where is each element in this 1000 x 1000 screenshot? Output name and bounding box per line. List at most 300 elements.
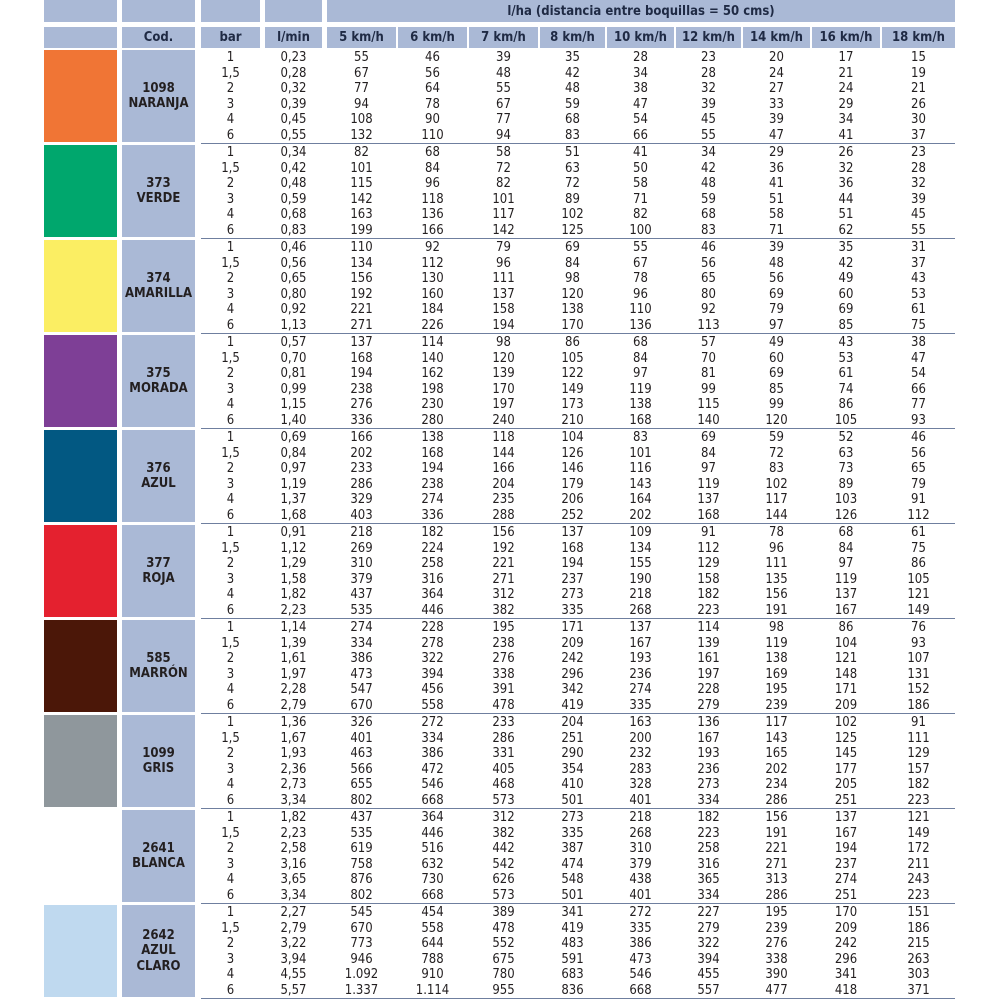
flow-cell: 1,97 xyxy=(280,666,307,682)
rate-cell: 191 xyxy=(765,602,788,618)
rate-cell: 56 xyxy=(425,65,440,81)
rate-cell: 276 xyxy=(492,651,515,666)
rate-cell: 758 xyxy=(350,856,373,872)
rate-cell: 70 xyxy=(701,350,716,366)
rate-cell: 170 xyxy=(834,905,858,920)
flow-cell: 1,61 xyxy=(280,651,307,666)
rate-cell: 190 xyxy=(629,571,652,587)
rate-cell: 273 xyxy=(561,810,584,825)
rate-cell: 473 xyxy=(350,666,373,682)
rate-cell: 263 xyxy=(907,951,930,967)
rate-cell: 200 xyxy=(629,730,652,746)
rate-cell: 364 xyxy=(421,587,444,602)
rate-cell: 234 xyxy=(765,777,788,792)
flow-cell: 0,39 xyxy=(280,96,307,112)
rate-cell: 379 xyxy=(350,571,373,587)
rate-cell: 341 xyxy=(834,967,858,982)
pressure-cell: 6 xyxy=(226,887,235,903)
rate-cell: 108 xyxy=(350,112,373,127)
rate-cell: 83 xyxy=(633,430,648,445)
rate-cell: 54 xyxy=(911,366,926,381)
rate-cell: 24 xyxy=(838,81,854,96)
rate-cell: 126 xyxy=(561,445,584,461)
pressure-cell: 2 xyxy=(226,556,235,571)
rate-cell: 77 xyxy=(496,112,511,127)
rate-cell: 177 xyxy=(834,761,858,777)
rate-cell: 836 xyxy=(561,982,584,998)
nozzle-code-line: MORADA xyxy=(129,381,188,396)
rate-cell: 86 xyxy=(838,397,854,412)
flow-cell: 0,48 xyxy=(280,176,307,191)
rate-cell: 64 xyxy=(425,81,440,96)
rate-cell: 152 xyxy=(907,682,930,697)
flow-cell: 3,34 xyxy=(280,887,307,903)
rate-cell: 242 xyxy=(561,651,584,666)
rate-cell: 199 xyxy=(350,222,373,238)
rate-cell: 131 xyxy=(907,666,930,682)
rate-cell: 68 xyxy=(701,207,716,222)
rate-cell: 86 xyxy=(911,556,926,571)
rate-cell: 82 xyxy=(633,207,648,222)
pressure-cell: 2 xyxy=(226,936,235,951)
nozzle-code-line: GRIS xyxy=(142,761,175,776)
rate-cell: 437 xyxy=(350,810,373,825)
rate-cell: 342 xyxy=(561,682,584,697)
rate-cell: 209 xyxy=(834,697,858,713)
rate-cell: 273 xyxy=(561,587,584,602)
pressure-cell: 6 xyxy=(226,792,235,808)
flow-cell: 0,81 xyxy=(280,366,307,381)
flow-cell: 0,42 xyxy=(280,160,307,176)
pressure-cell: 2 xyxy=(226,746,235,761)
rate-cell: 591 xyxy=(561,951,584,967)
rate-cell: 322 xyxy=(697,936,720,951)
column-header: Cod. xyxy=(122,27,195,48)
rate-cell: 163 xyxy=(350,207,373,222)
rate-cell: 223 xyxy=(697,825,720,841)
color-swatch xyxy=(44,905,117,997)
rate-cell: 156 xyxy=(765,587,788,602)
column-header: 5 km/h xyxy=(327,27,396,48)
rate-cell: 23 xyxy=(701,50,716,65)
rate-cell: 573 xyxy=(492,887,515,903)
rate-cell: 410 xyxy=(561,777,584,792)
color-swatch xyxy=(44,335,117,427)
rate-cell: 137 xyxy=(492,286,515,302)
rate-cell: 149 xyxy=(907,602,930,618)
rate-cell: 112 xyxy=(421,255,444,271)
nozzle-code xyxy=(122,905,195,997)
block-divider xyxy=(201,618,955,619)
rate-cell: 49 xyxy=(769,335,784,350)
rate-cell: 62 xyxy=(838,222,854,238)
rate-cell: 296 xyxy=(561,666,584,682)
rate-cell: 38 xyxy=(633,81,648,96)
rate-cell: 136 xyxy=(421,207,444,222)
flow-cell: 0,32 xyxy=(280,81,307,96)
rate-cell: 170 xyxy=(492,381,515,397)
rate-cell: 97 xyxy=(633,366,648,381)
flow-cell: 0,34 xyxy=(280,145,307,160)
rate-cell: 33 xyxy=(769,96,784,112)
rate-cell: 166 xyxy=(350,430,373,445)
rate-cell: 192 xyxy=(492,540,515,556)
rate-cell: 66 xyxy=(633,127,648,143)
rate-cell: 405 xyxy=(492,761,515,777)
rate-cell: 472 xyxy=(421,761,444,777)
rate-cell: 55 xyxy=(911,222,926,238)
rate-cell: 29 xyxy=(838,96,854,112)
rate-cell: 276 xyxy=(350,397,373,412)
rate-cell: 23 xyxy=(911,145,926,160)
flow-cell: 1,82 xyxy=(280,810,307,825)
rate-cell: 910 xyxy=(421,967,444,982)
rate-cell: 94 xyxy=(496,127,511,143)
rate-cell: 209 xyxy=(834,920,858,936)
block-divider xyxy=(201,143,955,144)
column-header: bar xyxy=(201,27,260,48)
column-header: 18 km/h xyxy=(882,27,955,48)
rate-cell: 76 xyxy=(911,620,926,635)
nozzle-code-line: 1098 xyxy=(142,80,175,96)
rate-cell: 632 xyxy=(421,856,444,872)
rate-cell: 66 xyxy=(911,381,926,397)
rate-cell: 419 xyxy=(561,920,584,936)
rate-cell: 126 xyxy=(834,507,858,523)
rate-cell: 228 xyxy=(697,682,720,697)
rate-cell: 115 xyxy=(350,176,373,191)
pressure-cell: 1 xyxy=(226,715,235,730)
rate-cell: 228 xyxy=(421,620,444,635)
rate-cell: 85 xyxy=(838,317,854,333)
rate-cell: 172 xyxy=(907,841,930,856)
rate-cell: 135 xyxy=(765,571,788,587)
rate-cell: 43 xyxy=(838,335,854,350)
rate-cell: 47 xyxy=(633,96,648,112)
rate-cell: 122 xyxy=(561,366,584,381)
rate-cell: 57 xyxy=(701,335,716,350)
rate-cell: 223 xyxy=(907,887,930,903)
color-swatch xyxy=(44,525,117,617)
rate-cell: 1.092 xyxy=(344,967,379,982)
rate-cell: 144 xyxy=(492,445,515,461)
rate-cell: 35 xyxy=(838,240,854,255)
rate-cell: 173 xyxy=(561,397,584,412)
rate-cell: 84 xyxy=(633,350,648,366)
rate-cell: 670 xyxy=(350,920,373,936)
rate-cell: 274 xyxy=(834,872,858,887)
rate-cell: 68 xyxy=(838,525,854,540)
rate-cell: 454 xyxy=(421,905,444,920)
nozzle-code-line: 377 xyxy=(146,555,171,571)
rate-cell: 237 xyxy=(834,856,858,872)
rate-cell: 167 xyxy=(834,602,858,618)
flow-cell: 2,58 xyxy=(280,841,307,856)
rate-cell: 82 xyxy=(354,145,369,160)
rate-cell: 331 xyxy=(492,746,515,761)
rate-cell: 166 xyxy=(421,222,444,238)
rate-cell: 84 xyxy=(425,160,440,176)
pressure-cell: 3 xyxy=(226,191,235,207)
rate-cell: 171 xyxy=(834,682,858,697)
rate-cell: 218 xyxy=(629,810,652,825)
rate-cell: 157 xyxy=(907,761,930,777)
rate-cell: 160 xyxy=(421,286,444,302)
rate-cell: 20 xyxy=(769,50,784,65)
rate-cell: 322 xyxy=(421,651,444,666)
rate-cell: 91 xyxy=(911,492,926,507)
rate-cell: 371 xyxy=(907,982,930,998)
rate-cell: 478 xyxy=(492,697,515,713)
pressure-cell: 3 xyxy=(226,666,235,682)
pressure-cell: 1,5 xyxy=(221,730,240,746)
rate-cell: 238 xyxy=(421,476,444,492)
flow-cell: 3,34 xyxy=(280,792,307,808)
rate-cell: 239 xyxy=(765,697,788,713)
rate-cell: 310 xyxy=(350,556,373,571)
flow-cell: 0,57 xyxy=(280,335,307,350)
rate-cell: 468 xyxy=(492,777,515,792)
rate-cell: 97 xyxy=(701,461,716,476)
rate-cell: 802 xyxy=(350,887,373,903)
rate-cell: 401 xyxy=(629,792,652,808)
rate-cell: 117 xyxy=(765,715,788,730)
rate-cell: 47 xyxy=(769,127,784,143)
nozzle-code xyxy=(122,715,195,807)
rate-cell: 119 xyxy=(629,381,652,397)
pressure-cell: 4 xyxy=(226,682,235,697)
rate-cell: 28 xyxy=(633,50,648,65)
flow-cell: 0,84 xyxy=(280,445,307,461)
rate-cell: 335 xyxy=(561,825,584,841)
rate-cell: 125 xyxy=(834,730,858,746)
rate-cell: 156 xyxy=(765,810,788,825)
rate-cell: 110 xyxy=(350,240,373,255)
rate-cell: 48 xyxy=(565,81,580,96)
rate-cell: 238 xyxy=(350,381,373,397)
rate-cell: 442 xyxy=(492,841,515,856)
rate-cell: 286 xyxy=(350,476,373,492)
rate-cell: 195 xyxy=(765,905,788,920)
flow-cell: 1,19 xyxy=(280,476,307,492)
rate-cell: 182 xyxy=(907,777,930,792)
rate-cell: 132 xyxy=(350,127,373,143)
rate-cell: 118 xyxy=(421,191,444,207)
rate-cell: 236 xyxy=(629,666,652,682)
flow-cell: 2,27 xyxy=(280,905,307,920)
rate-cell: 38 xyxy=(911,335,926,350)
rate-cell: 34 xyxy=(633,65,648,81)
rate-cell: 211 xyxy=(907,856,930,872)
rate-cell: 105 xyxy=(561,350,584,366)
pressure-cell: 3 xyxy=(226,96,235,112)
rate-cell: 119 xyxy=(834,571,858,587)
pressure-cell: 4 xyxy=(226,207,235,222)
rate-cell: 98 xyxy=(769,620,784,635)
rate-cell: 138 xyxy=(561,302,584,317)
column-header: l/min xyxy=(265,27,322,48)
rate-cell: 546 xyxy=(421,777,444,792)
rate-cell: 192 xyxy=(350,286,373,302)
color-swatch xyxy=(44,240,117,332)
rate-cell: 223 xyxy=(697,602,720,618)
rate-cell: 456 xyxy=(421,682,444,697)
rate-cell: 43 xyxy=(911,271,926,286)
nozzle-code xyxy=(122,335,195,427)
rate-cell: 274 xyxy=(350,620,373,635)
rate-cell: 58 xyxy=(633,176,648,191)
rate-cell: 223 xyxy=(907,792,930,808)
flow-cell: 2,28 xyxy=(280,682,307,697)
rate-cell: 83 xyxy=(769,461,784,476)
rate-cell: 103 xyxy=(834,492,858,507)
rate-cell: 240 xyxy=(492,412,515,428)
flow-cell: 3,94 xyxy=(280,951,307,967)
rate-cell: 83 xyxy=(701,222,716,238)
rate-cell: 72 xyxy=(769,445,784,461)
rate-cell: 566 xyxy=(350,761,373,777)
flow-cell: 1,36 xyxy=(280,715,307,730)
rate-cell: 546 xyxy=(629,967,652,982)
flow-cell: 0,46 xyxy=(280,240,307,255)
rate-cell: 279 xyxy=(697,920,720,936)
pressure-cell: 4 xyxy=(226,112,235,127)
pressure-cell: 1,5 xyxy=(221,255,240,271)
rate-cell: 501 xyxy=(561,887,584,903)
rate-cell: 312 xyxy=(492,810,515,825)
pressure-cell: 4 xyxy=(226,872,235,887)
rate-cell: 286 xyxy=(492,730,515,746)
rate-cell: 197 xyxy=(697,666,720,682)
block-divider xyxy=(201,713,955,714)
pressure-cell: 1 xyxy=(226,810,235,825)
rate-cell: 146 xyxy=(561,461,584,476)
rate-cell: 77 xyxy=(911,397,926,412)
rate-cell: 69 xyxy=(565,240,580,255)
flow-cell: 0,56 xyxy=(280,255,307,271)
rate-cell: 386 xyxy=(421,746,444,761)
rate-cell: 26 xyxy=(911,96,926,112)
rate-cell: 230 xyxy=(421,397,444,412)
rate-cell: 121 xyxy=(907,810,930,825)
rate-cell: 455 xyxy=(697,967,720,982)
rate-cell: 391 xyxy=(492,682,515,697)
rate-cell: 168 xyxy=(697,507,720,523)
pressure-cell: 6 xyxy=(226,317,235,333)
flow-cell: 0,45 xyxy=(280,112,307,127)
rate-cell: 32 xyxy=(911,176,926,191)
column-header: 7 km/h xyxy=(469,27,538,48)
rate-cell: 386 xyxy=(629,936,652,951)
rate-cell: 401 xyxy=(350,730,373,746)
rate-cell: 876 xyxy=(350,872,373,887)
flow-cell: 3,16 xyxy=(280,856,307,872)
rate-cell: 120 xyxy=(765,412,788,428)
flow-cell: 2,79 xyxy=(280,697,307,713)
pressure-cell: 1,5 xyxy=(221,635,240,651)
rate-cell: 419 xyxy=(561,697,584,713)
rate-cell: 272 xyxy=(629,905,652,920)
rate-cell: 251 xyxy=(834,792,858,808)
rate-cell: 78 xyxy=(425,96,440,112)
rate-cell: 474 xyxy=(561,856,584,872)
rate-cell: 164 xyxy=(629,492,652,507)
rate-cell: 138 xyxy=(765,651,788,666)
flow-cell: 1,58 xyxy=(280,571,307,587)
rate-cell: 655 xyxy=(350,777,373,792)
rate-cell: 142 xyxy=(350,191,373,207)
rate-cell: 365 xyxy=(697,872,720,887)
rate-cell: 55 xyxy=(633,240,648,255)
rate-cell: 85 xyxy=(769,381,784,397)
rate-cell: 148 xyxy=(834,666,858,682)
rate-cell: 501 xyxy=(561,792,584,808)
rate-cell: 194 xyxy=(834,841,858,856)
pressure-cell: 1,5 xyxy=(221,350,240,366)
rate-cell: 77 xyxy=(354,81,369,96)
rate-cell: 477 xyxy=(765,982,788,998)
rate-cell: 334 xyxy=(697,887,720,903)
flow-cell: 1,40 xyxy=(280,412,307,428)
pressure-cell: 1,5 xyxy=(221,65,240,81)
rate-cell: 251 xyxy=(834,887,858,903)
rate-cell: 82 xyxy=(496,176,511,191)
rate-cell: 41 xyxy=(769,176,784,191)
rate-cell: 545 xyxy=(350,905,373,920)
rate-cell: 89 xyxy=(565,191,580,207)
pressure-cell: 1 xyxy=(226,620,235,635)
rate-cell: 55 xyxy=(496,81,511,96)
rate-cell: 149 xyxy=(907,825,930,841)
rate-cell: 92 xyxy=(425,240,440,255)
rate-cell: 218 xyxy=(350,525,373,540)
rate-cell: 96 xyxy=(633,286,648,302)
rate-cell: 156 xyxy=(350,271,373,286)
pressure-cell: 6 xyxy=(226,602,235,618)
rate-cell: 403 xyxy=(350,507,373,523)
flow-cell: 0,80 xyxy=(280,286,307,302)
rate-cell: 96 xyxy=(425,176,440,191)
pressure-cell: 1 xyxy=(226,335,235,350)
column-header: 6 km/h xyxy=(398,27,467,48)
flow-cell: 1,14 xyxy=(280,620,307,635)
rate-cell: 205 xyxy=(834,777,858,792)
rate-cell: 272 xyxy=(421,715,444,730)
rate-cell: 56 xyxy=(769,271,784,286)
rate-cell: 115 xyxy=(697,397,720,412)
rate-cell: 63 xyxy=(565,160,580,176)
rate-cell: 215 xyxy=(907,936,930,951)
rate-cell: 168 xyxy=(561,540,584,556)
rate-cell: 273 xyxy=(697,777,720,792)
rate-cell: 44 xyxy=(838,191,854,207)
rate-cell: 221 xyxy=(765,841,788,856)
rate-cell: 91 xyxy=(911,715,926,730)
rate-cell: 478 xyxy=(492,920,515,936)
rate-cell: 81 xyxy=(701,366,716,381)
rate-cell: 125 xyxy=(561,222,584,238)
rate-cell: 111 xyxy=(907,730,930,746)
rate-cell: 136 xyxy=(629,317,652,333)
rate-cell: 63 xyxy=(838,445,854,461)
rate-cell: 341 xyxy=(561,905,584,920)
rate-cell: 137 xyxy=(561,525,584,540)
color-swatch xyxy=(44,145,117,237)
rate-cell: 243 xyxy=(907,872,930,887)
rate-cell: 116 xyxy=(629,461,652,476)
rate-cell: 75 xyxy=(911,540,926,556)
rate-cell: 46 xyxy=(701,240,716,255)
